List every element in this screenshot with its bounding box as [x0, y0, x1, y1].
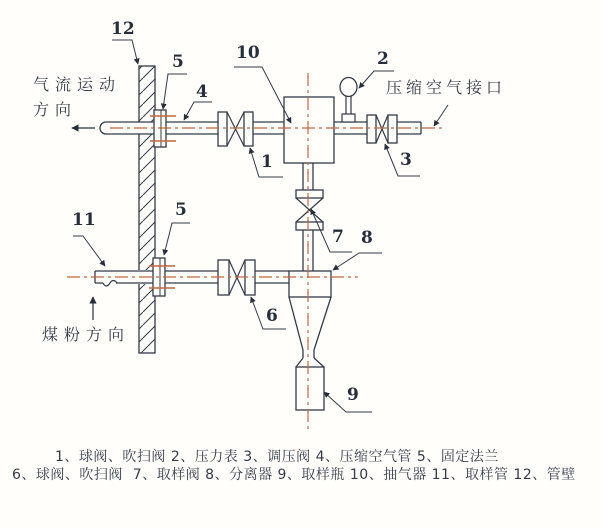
sampling-tube [95, 270, 289, 287]
callout-6: 6 [266, 306, 278, 326]
separator [289, 271, 331, 358]
callout-4: 4 [196, 82, 208, 102]
leader-4 [184, 102, 212, 120]
leader-5-lower [164, 223, 190, 255]
callout-1: 1 [261, 152, 273, 172]
sampling-valve-7 [296, 163, 323, 272]
callout-5-upper: 5 [172, 52, 184, 72]
pressure-gauge [340, 78, 357, 123]
legend-line-1: 1、球阀、吹扫阀 2、压力表 3、调压阀 4、压缩空气管 5、固定法兰 [55, 449, 499, 465]
callout-3: 3 [400, 150, 412, 170]
legend-line-2: 6、球阀、吹扫阀 7、取样阀 8、分离器 9、取样瓶 10、抽气器 11、取样管 12、管壁 [12, 467, 576, 483]
airflow-direction-label-line2: 方向 [33, 100, 78, 119]
pipe-wall [139, 66, 155, 353]
callout-10: 10 [236, 43, 260, 63]
coal-powder-direction-label: 煤粉方向 [42, 325, 131, 344]
leader-12 [112, 40, 138, 64]
sampling-bottle [296, 358, 324, 410]
callout-7: 7 [332, 227, 344, 247]
callout-9: 9 [347, 385, 359, 405]
callout-11: 11 [72, 210, 96, 230]
compressed-air-port-label: 压缩空气接口 [386, 78, 507, 97]
callout-5-lower: 5 [175, 200, 187, 220]
ejector-box [284, 97, 334, 163]
leader-8 [333, 253, 382, 270]
callout-2: 2 [377, 49, 389, 69]
callout-12: 12 [111, 19, 135, 39]
regulating-valve-3 [367, 115, 397, 143]
leader-5-upper [163, 74, 187, 109]
ball-valve-1 [218, 112, 253, 146]
callout-8: 8 [361, 228, 373, 248]
leader-air-port [434, 105, 448, 126]
airflow-direction-label-line1: 气流运动 [33, 75, 122, 94]
leader-11 [73, 236, 105, 266]
